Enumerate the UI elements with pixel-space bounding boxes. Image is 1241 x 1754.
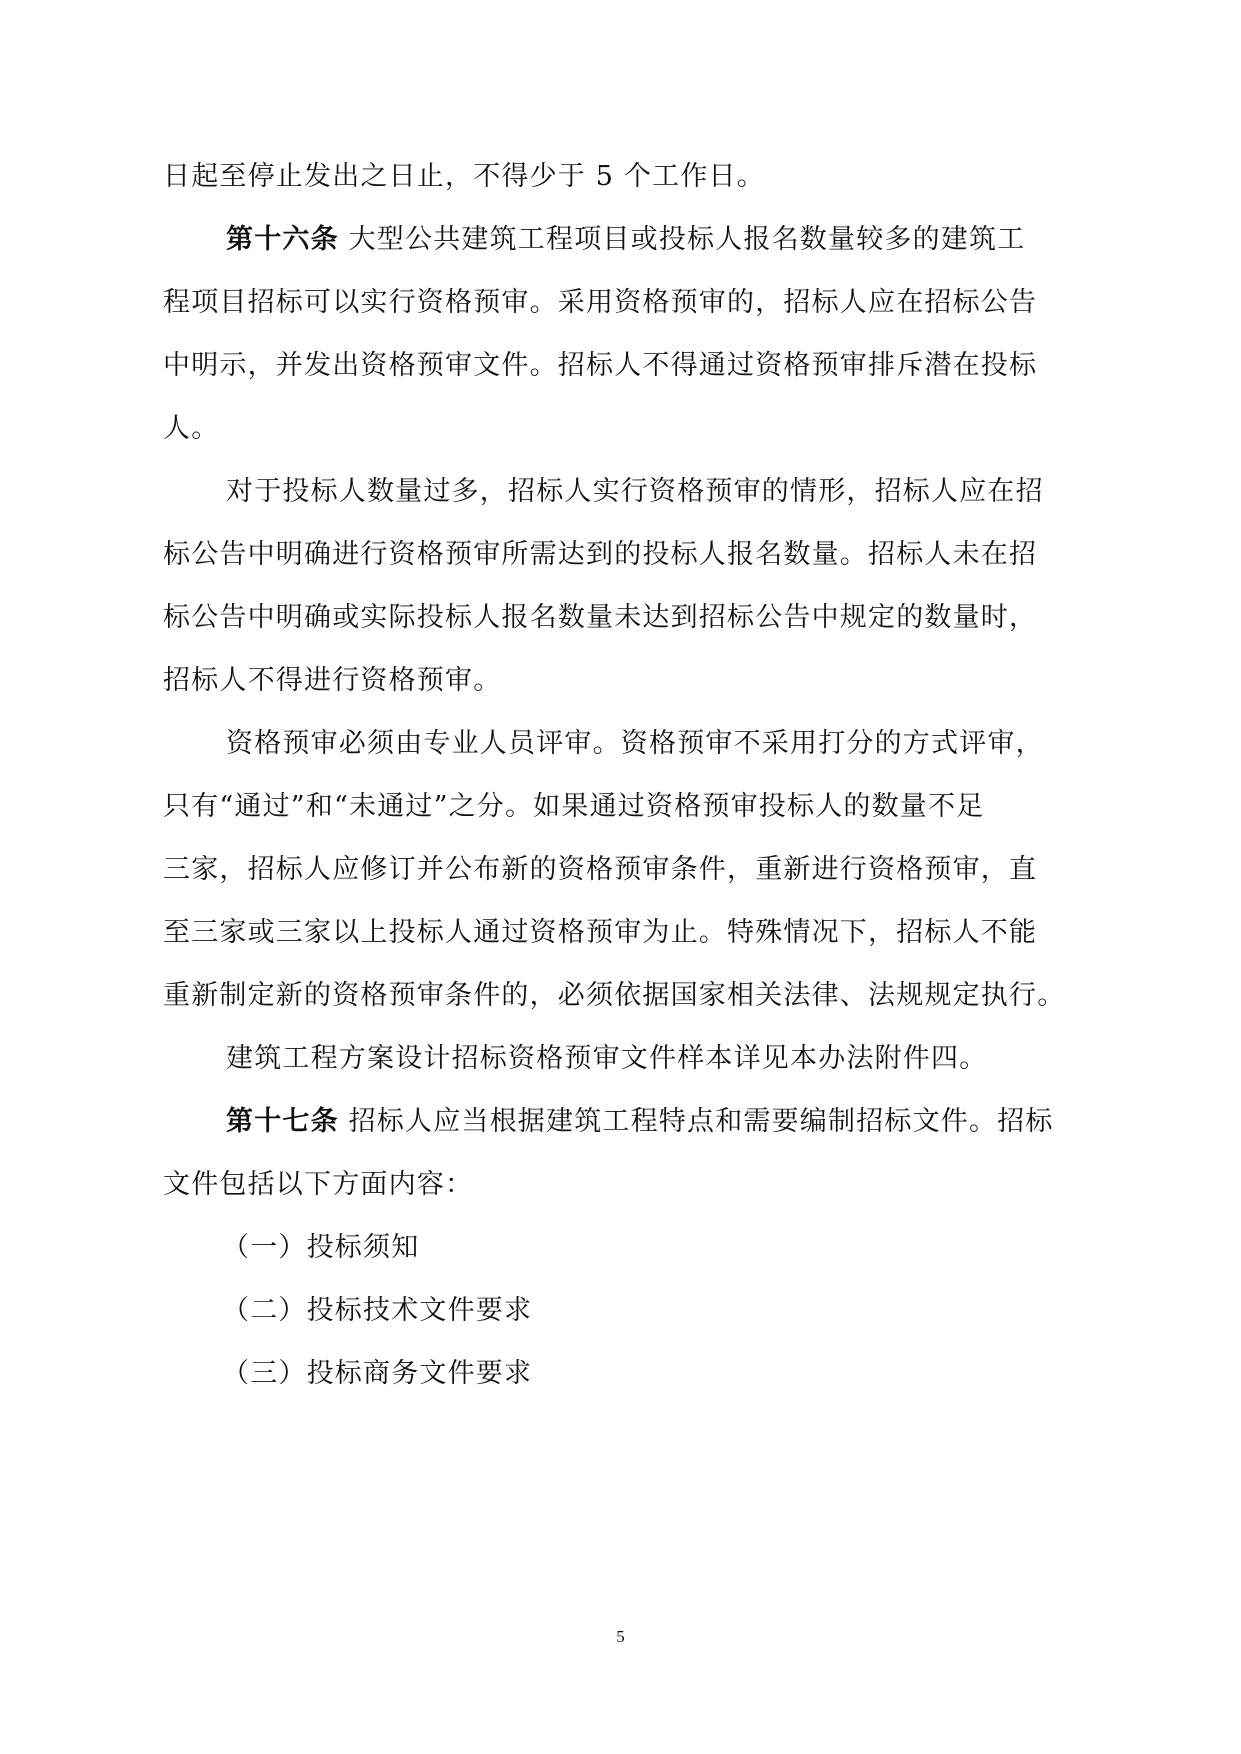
list-item: （一）投标须知 (222, 1232, 420, 1263)
paragraph-line: 三家，招标人应修订并公布新的资格预审条件，重新进行资格预审，直 (163, 854, 1038, 885)
page-number: 5 (616, 1627, 625, 1646)
article-17-line (226, 1104, 1054, 1140)
paragraph-line: 标公告中明确进行资格预审所需达到的投标人报名数量。招标人未在招 (163, 539, 1038, 570)
paragraph-line: 人。 (163, 413, 220, 444)
paragraph-line: 建筑工程方案设计招标资格预审文件样本详见本办法附件四。 (226, 1043, 988, 1074)
list-item: （三）投标商务文件要求 (222, 1358, 533, 1389)
paragraph-line: 程项目招标可以实行资格预审。采用资格预审的，招标人应在招标公告 (163, 287, 1038, 318)
paragraph-line: 中明示，并发出资格预审文件。招标人不得通过资格预审排斥潜在投标 (163, 350, 1038, 381)
paragraph-text: 大型公共建筑工程项目或投标人报名数量较多的建筑工 (338, 224, 1026, 255)
paragraph-line: 至三家或三家以上投标人通过资格预审为止。特殊情况下，招标人不能 (163, 917, 1038, 948)
paragraph-text: 招标人应当根据建筑工程特点和需要编制招标文件。招标 (338, 1106, 1054, 1137)
paragraph-line: 资格预审必须由专业人员评审。资格预审不采用打分的方式评审， (226, 728, 1044, 759)
article-16-line (226, 222, 1025, 258)
list-item: （二）投标技术文件要求 (222, 1295, 533, 1326)
paragraph-line: 招标人不得进行资格预审。 (163, 665, 502, 696)
paragraph-line: 日起至停止发出之日止，不得少于 5 个工作日。 (163, 161, 765, 192)
paragraph-line: 重新制定新的资格预审条件的，必须依据国家相关法律、法规规定执行。 (163, 980, 1066, 1011)
article-heading: 第十七条 (226, 1106, 339, 1137)
paragraph-line: 对于投标人数量过多，招标人实行资格预审的情形，招标人应在招 (226, 476, 1044, 507)
paragraph-line: 文件包括以下方面内容： (163, 1169, 474, 1200)
paragraph-line: 只有“通过”和“未通过”之分。如果通过资格预审投标人的数量不足 (163, 791, 985, 822)
article-heading: 第十六条 (226, 224, 339, 255)
paragraph-line: 标公告中明确或实际投标人报名数量未达到招标公告中规定的数量时， (163, 602, 1038, 633)
